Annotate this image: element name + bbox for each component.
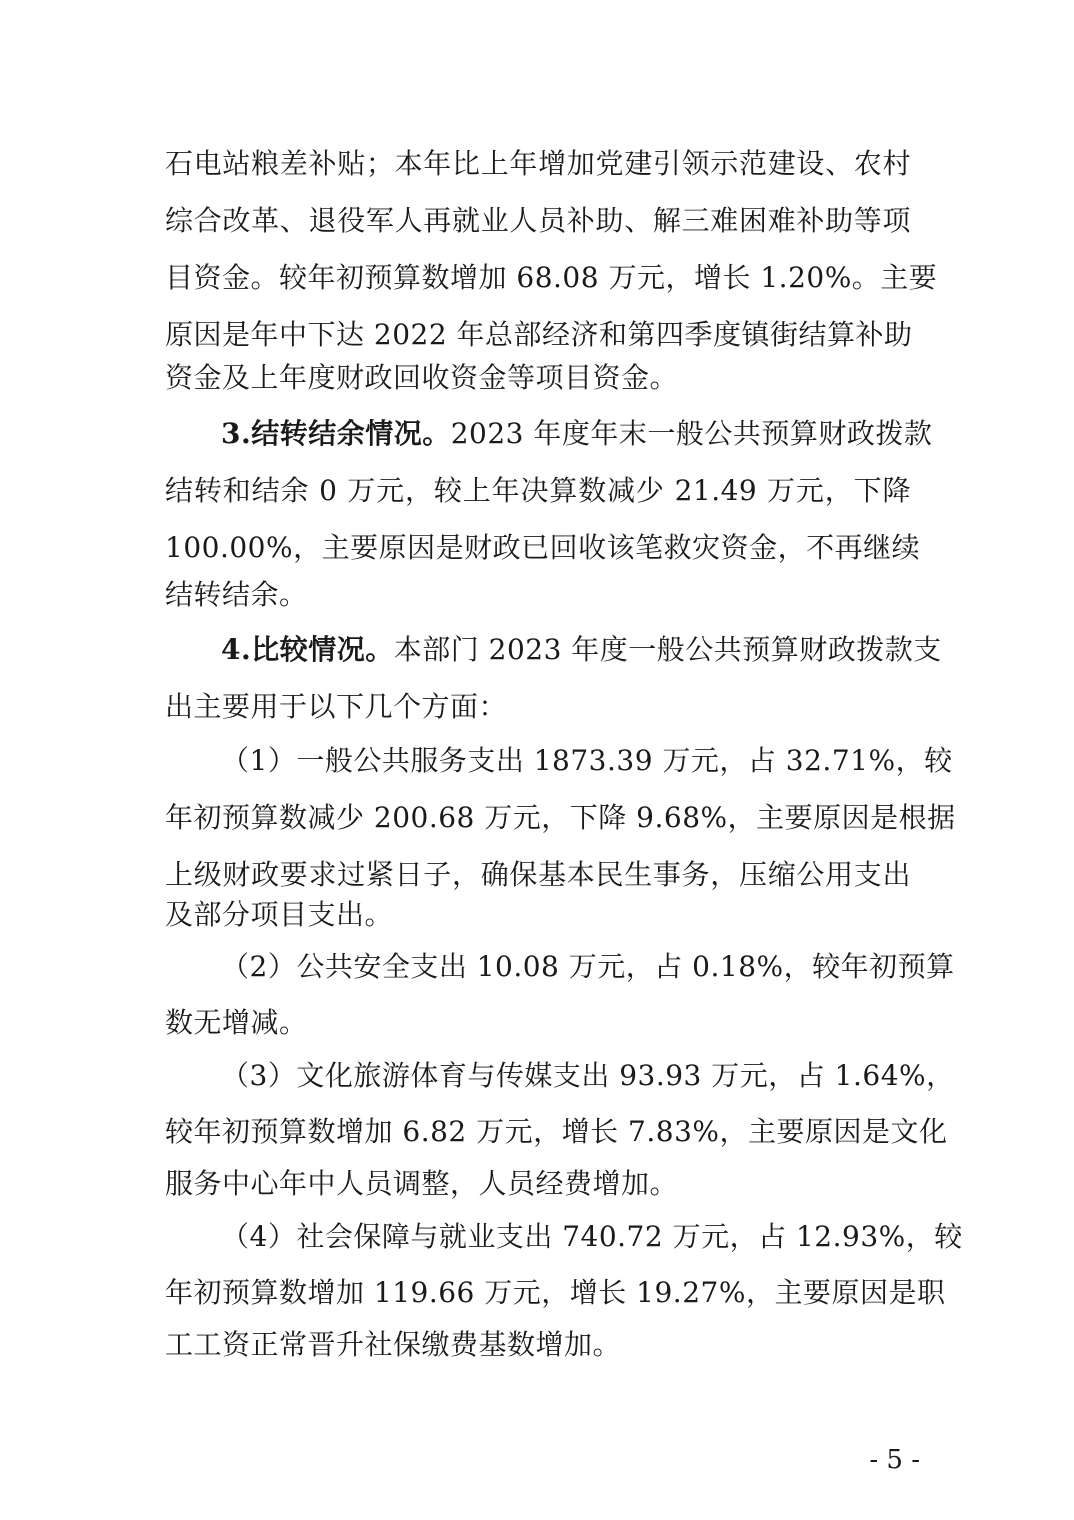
body-line: 年初预算数减少 200.68 万元，下降 9.68%，主要原因是根据 bbox=[165, 801, 956, 834]
body-line: 原因是年中下达 2022 年总部经济和第四季度镇街结算补助 bbox=[165, 318, 913, 351]
section-4-first-line bbox=[221, 621, 942, 679]
body-line: 资金及上年度财政回收资金等项目资金。 bbox=[165, 361, 679, 394]
body-line: 及部分项目支出。 bbox=[165, 898, 394, 931]
section-3-first-line bbox=[221, 405, 933, 463]
body-line: 结转和结余 0 万元，较上年决算数减少 21.49 万元，下降 bbox=[165, 474, 911, 507]
body-line: 服务中心年中人员调整，人员经费增加。 bbox=[165, 1167, 679, 1200]
body-line: 石电站粮差补贴；本年比上年增加党建引领示范建设、农村 bbox=[165, 147, 911, 180]
body-line: 出主要用于以下几个方面： bbox=[165, 690, 508, 723]
section-3-heading: 3.结转结余情况。 bbox=[221, 417, 451, 450]
body-line: 上级财政要求过紧日子，确保基本民生事务，压缩公用支出 bbox=[165, 858, 911, 891]
list-item-4-first-line: （4）社会保障与就业支出 740.72 万元，占 12.93%，较 bbox=[221, 1220, 963, 1253]
body-line: 综合改革、退役军人再就业人员补助、解三难困难补助等项 bbox=[165, 204, 911, 237]
list-item-3-first-line: （3）文化旅游体育与传媒支出 93.93 万元，占 1.64%， bbox=[221, 1059, 955, 1092]
body-line: 100.00%，主要原因是财政已回收该笔救灾资金，不再继续 bbox=[165, 531, 921, 564]
section-3-text: 2023 年度年末一般公共预算财政拨款 bbox=[450, 417, 933, 450]
page-number: - 5 - bbox=[869, 1445, 920, 1475]
body-line: 较年初预算数增加 6.82 万元，增长 7.83%，主要原因是文化 bbox=[165, 1115, 948, 1148]
body-line: 年初预算数增加 119.66 万元，增长 19.27%，主要原因是职 bbox=[165, 1276, 946, 1309]
section-4-heading: 4.比较情况。 bbox=[221, 633, 394, 666]
section-4-text: 本部门 2023 年度一般公共预算财政拨款支 bbox=[393, 633, 942, 666]
body-line: 结转结余。 bbox=[165, 578, 308, 611]
list-item-2-first-line: （2）公共安全支出 10.08 万元，占 0.18%，较年初预算 bbox=[221, 950, 955, 983]
list-item-1-first-line: （1）一般公共服务支出 1873.39 万元，占 32.71%，较 bbox=[221, 744, 953, 777]
body-line: 工工资正常晋升社保缴费基数增加。 bbox=[165, 1328, 622, 1361]
body-line: 目资金。较年初预算数增加 68.08 万元，增长 1.20%。主要 bbox=[165, 261, 938, 294]
body-line: 数无增减。 bbox=[165, 1006, 308, 1039]
